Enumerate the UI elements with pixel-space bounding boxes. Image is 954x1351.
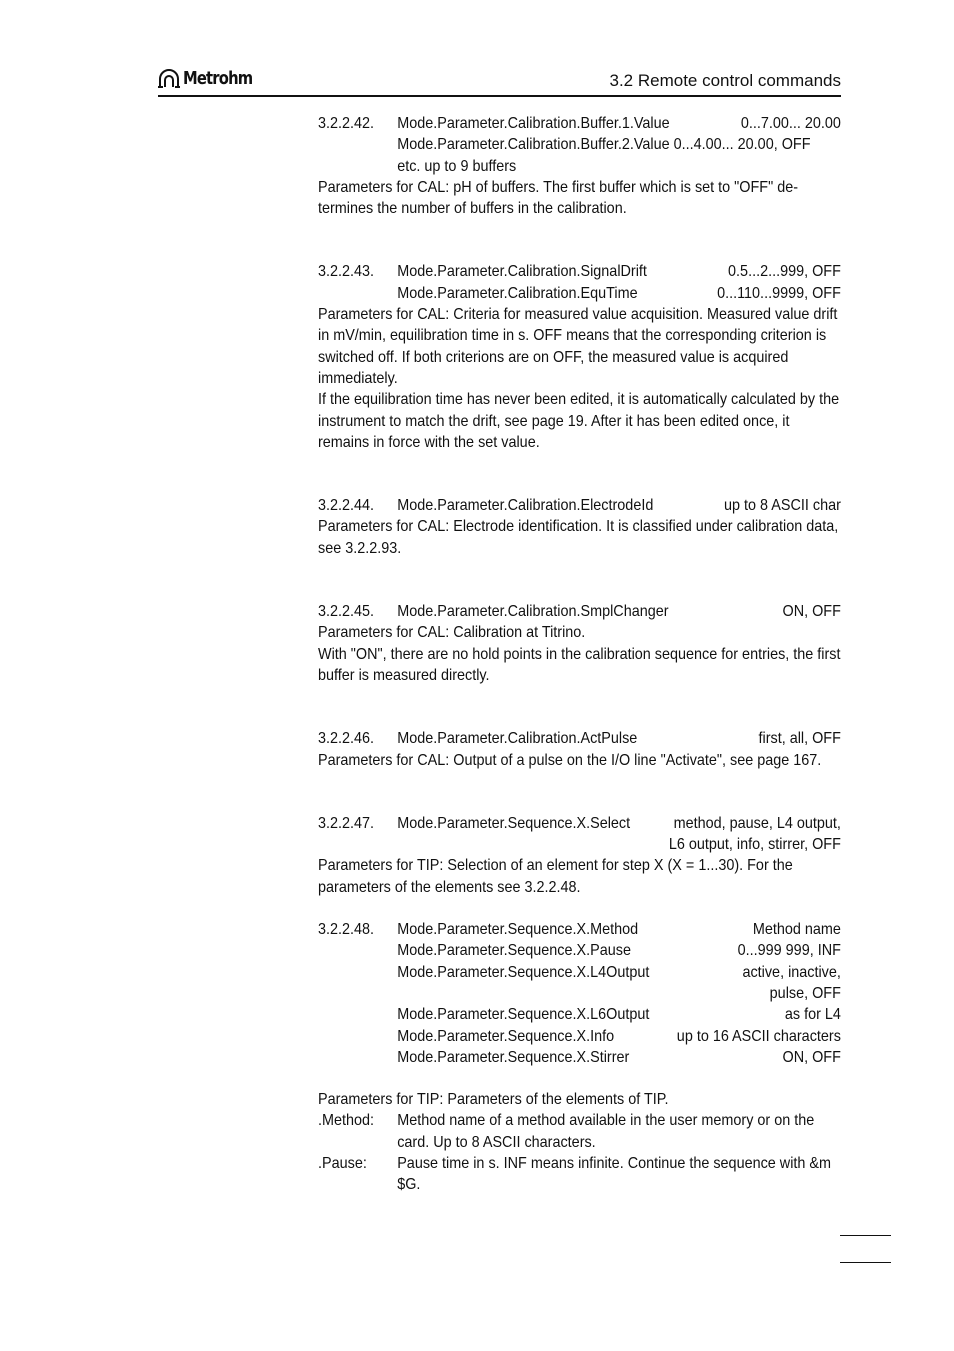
entry-row — [318, 834, 841, 855]
definition-term: .Method: — [318, 1112, 375, 1130]
command-range: active, inactive, — [742, 963, 841, 981]
command-range: ON, OFF — [782, 1048, 841, 1066]
entry-number: 3.2.2.45. — [318, 603, 375, 621]
entry-row — [318, 919, 841, 940]
brand-name: Metrohm — [183, 67, 253, 89]
command-name: Mode.Parameter.Sequence.X.Stirrer — [397, 1048, 630, 1066]
command-range: 0...110...9999, OFF — [717, 284, 841, 302]
entry-row — [318, 1026, 841, 1047]
entry-number: 3.2.2.46. — [318, 730, 375, 748]
entry-3-2-2-48 — [318, 919, 841, 1196]
command-name: Mode.Parameter.Sequence.X.L6Output — [397, 1006, 650, 1024]
entry-row — [318, 156, 841, 177]
entry-row — [318, 495, 841, 516]
command-name — [397, 983, 769, 1004]
entry-3-2-2-45 — [318, 601, 841, 686]
command-range: 0.5...2...999, OFF — [728, 263, 841, 281]
entry-row — [318, 261, 841, 282]
entry-row — [318, 1047, 841, 1068]
command-name: Mode.Parameter.Calibration.ActPulse — [397, 730, 638, 748]
entry-number: 3.2.2.43. — [318, 263, 375, 281]
entry-3-2-2-47 — [318, 813, 841, 898]
command-range: as for L4 — [784, 1006, 841, 1024]
section-title: 3.2 Remote control commands — [609, 71, 841, 90]
command-name: Mode.Parameter.Calibration.ElectrodeId — [397, 497, 654, 515]
entry-3-2-2-42 — [318, 113, 841, 219]
definition-text: Method name of a method available in the user memory or on the card. Up to 8 ASCII characters. — [397, 1112, 815, 1151]
command-range: up to 8 ASCII char — [724, 497, 841, 515]
entry-3-2-2-43 — [318, 261, 841, 453]
command-name: Mode.Parameter.Calibration.Buffer.1.Value — [397, 115, 670, 132]
command-range: ON, OFF — [782, 603, 841, 621]
definition-term: .Pause: — [318, 1154, 367, 1172]
metrohm-logo-icon — [158, 68, 180, 88]
header-rule — [158, 95, 841, 97]
definition-item — [318, 1110, 841, 1153]
entry-description: Parameters for CAL: pH of buffers. The first buffer which is set to "OFF" de-termines the number of buffers in the calibration. — [318, 178, 799, 218]
entry-row — [318, 113, 841, 134]
command-name: Mode.Parameter.Sequence.X.Select — [397, 814, 631, 832]
entry-description: Parameters for CAL: Criteria for measured value acquisition. Measured value drift in mV/min, equilibration time in s. OFF means that the corresponding criterion is switched off. If both criterions are on OFF, the measured value is acquired immediately. — [318, 306, 838, 387]
entry-3-2-2-46 — [318, 728, 841, 771]
entry-row — [318, 940, 841, 961]
entry-description: Parameters for CAL: Output of a pulse on the I/O line "Activate", see page 167. — [318, 751, 822, 769]
command-range: 0...7.00... 20.00 — [740, 115, 841, 132]
command-range: method, pause, L4 output, — [673, 814, 841, 832]
command-name: Mode.Parameter.Calibration.SignalDrift — [397, 263, 647, 281]
entry-description: Parameters for TIP: Selection of an element for step X (X = 1...30). For the parameters of the elements see 3.2.2.48. — [318, 857, 793, 896]
command-name: Mode.Parameter.Sequence.X.Info — [397, 1027, 615, 1045]
command-range: up to 16 ASCII characters — [676, 1027, 841, 1045]
command-name: Mode.Parameter.Calibration.SmplChanger — [397, 603, 669, 621]
metrohm-logo — [158, 66, 268, 90]
command-name: Mode.Parameter.Sequence.X.Method — [397, 921, 639, 939]
entry-row — [318, 134, 841, 155]
content — [318, 113, 841, 1196]
entry-row — [318, 283, 841, 304]
entry-row — [318, 728, 841, 749]
entry-number: 3.2.2.47. — [318, 814, 375, 832]
definition-text: Pause time in s. INF means infinite. Continue the sequence with &m $G. — [397, 1154, 832, 1194]
entry-row — [318, 601, 841, 622]
command-name: Mode.Parameter.Calibration.EquTime — [397, 284, 638, 302]
entry-description: Parameters for CAL: Calibration at Titrino. — [318, 624, 586, 642]
entry-row — [318, 813, 841, 834]
command-note: etc. up to 9 buffers — [397, 157, 517, 175]
command-range: first, all, OFF — [758, 730, 841, 748]
entry-number: 3.2.2.44. — [318, 497, 375, 515]
entry-row — [318, 962, 841, 983]
entry-description: If the equilibration time has never been edited, it is automatically calculated by the instrument to match the drift, see page 19. After it has been edited once, it remains in force with the set value. — [318, 391, 840, 451]
entry-description: Parameters for CAL: Electrode identification. It is classified under calibration data, see 3.2.2.93. — [318, 518, 839, 557]
entry-number: 3.2.2.42. — [318, 115, 375, 132]
entry-number: 3.2.2.48. — [318, 921, 375, 939]
command-name: Mode.Parameter.Sequence.X.Pause — [397, 942, 631, 960]
command-range: Method name — [752, 921, 841, 939]
command-range: L6 output, info, stirrer, OFF — [668, 836, 841, 854]
entry-row — [318, 983, 841, 1004]
entry-description: With "ON", there are no hold points in the calibration sequence for entries, the first buffer is measured directly. — [318, 645, 841, 684]
definition-list — [318, 1110, 841, 1195]
entry-description: Parameters for TIP: Parameters of the elements of TIP. — [318, 1091, 669, 1109]
entry-3-2-2-44 — [318, 495, 841, 559]
definition-item — [318, 1153, 841, 1196]
command-name: Mode.Parameter.Sequence.X.L4Output — [397, 963, 650, 981]
entry-row — [318, 1004, 841, 1025]
footer-rule-bottom — [840, 1262, 891, 1263]
footer-rule-top — [840, 1235, 891, 1236]
command-range: pulse, OFF — [769, 984, 841, 1002]
command-name: Mode.Parameter.Calibration.Buffer.2.Value 0...4.00... 20.00, OFF — [397, 136, 811, 154]
command-range: 0...999 999, INF — [737, 942, 841, 960]
